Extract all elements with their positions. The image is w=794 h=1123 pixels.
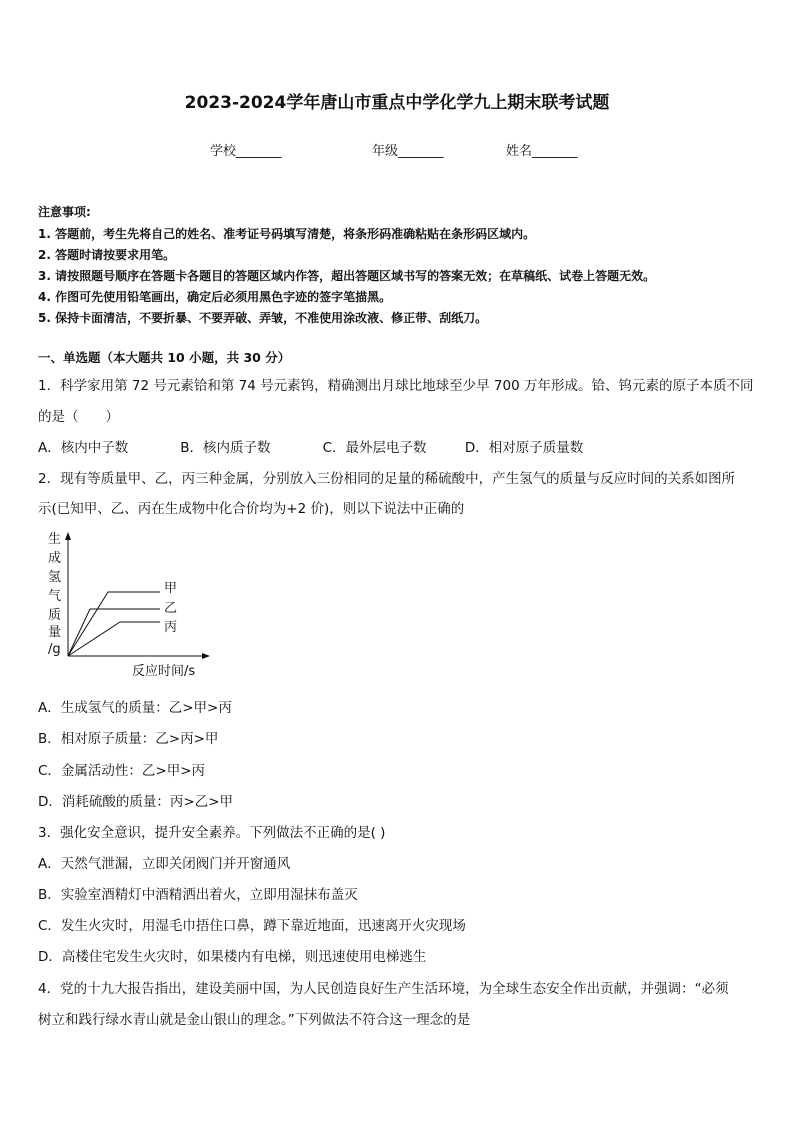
q4-stem-line1: 4．党的十九大报告指出，建设美丽中国，为人民创造良好生产生活环境，为全球生态安全作出贡献，并强调：“必须 <box>38 981 729 997</box>
name-field: 姓名_______ <box>506 144 578 159</box>
curve-label-jia: 甲 <box>164 581 178 596</box>
note-item: 1. 答题前，考生先将自己的姓名、准考证号码填写清楚，将条形码准确粘贴在条形码区域内。 <box>38 227 536 241</box>
q1-stem-line2: 的是（ ） <box>38 409 119 425</box>
y-label-char: 生 <box>48 532 62 547</box>
exam-title: 2023-2024学年唐山市重点中学化学九上期末联考试题 <box>184 93 610 113</box>
section-heading: 一、单选题（本大题共 10 小题，共 30 分） <box>38 350 291 365</box>
x-axis-arrow <box>202 653 210 659</box>
y-label-char: 质 <box>48 608 62 623</box>
q1-stem-line1: 1．科学家用第 72 号元素铪和第 74 号元素钨，精确测出月球比地球至少早 700 万年形成。铪、钨元素的原子本质不同 <box>38 378 754 394</box>
q2-stem-line2: 示(已知甲、乙、丙在生成物中化合价均为+2 价)，则以下说法中正确的 <box>38 501 465 517</box>
q1-option-c: C．最外层电子数 <box>322 440 427 456</box>
y-label-char: 氢 <box>48 570 62 585</box>
q2-graph <box>40 528 220 683</box>
q1-options <box>38 436 583 456</box>
q1-option-d: D．相对原子质量数 <box>464 440 584 456</box>
x-axis-label: 反应时间/s <box>132 664 196 679</box>
note-item: 2. 答题时请按要求用笔。 <box>38 248 176 262</box>
school-field: 学校_______ <box>210 144 282 159</box>
y-label-char: 成 <box>48 551 62 566</box>
q2-option-c: C．金属活动性：乙>甲>丙 <box>38 763 206 779</box>
q3-stem: 3．强化安全意识，提升安全素养。下列做法不正确的是( ) <box>38 825 386 841</box>
curve-label-yi: 乙 <box>164 601 178 616</box>
q1-option-a: A．核内中子数 <box>38 440 129 456</box>
curve-label-bing: 丙 <box>164 620 178 635</box>
note-item: 4. 作图可先使用铅笔画出，确定后必须用黑色字迹的签字笔描黑。 <box>38 290 392 304</box>
q2-option-a: A．生成氢气的质量：乙>甲>丙 <box>38 700 232 716</box>
y-label-char: 气 <box>48 589 62 604</box>
notes-heading: 注意事项: <box>38 205 91 219</box>
curve-yi <box>68 609 160 656</box>
q3-option-c: C．发生火灾时，用湿毛巾捂住口鼻，蹲下靠近地面，迅速离开火灾现场 <box>38 918 466 934</box>
q4-stem-line2: 树立和践行绿水青山就是金山银山的理念。”下列做法不符合这一理念的是 <box>38 1012 471 1028</box>
q2-option-d: D．消耗硫酸的质量：丙>乙>甲 <box>38 794 234 810</box>
grade-field: 年级_______ <box>372 144 444 159</box>
q3-option-b: B．实验室酒精灯中酒精洒出着火，立即用湿抹布盖灭 <box>38 887 358 903</box>
y-axis-arrow <box>65 532 71 540</box>
q2-option-b: B．相对原子质量：乙>丙>甲 <box>38 731 219 747</box>
note-item: 3. 请按照题号顺序在答题卡各题目的答题区域内作答，超出答题区域书写的答案无效；在草稿纸、试卷上答题无效。 <box>38 269 656 283</box>
notes-list <box>38 224 655 329</box>
q3-option-a: A．天然气泄漏，立即关闭阀门并开窗通风 <box>38 856 291 872</box>
y-label-char: /g <box>48 642 61 657</box>
q3-option-d: D．高楼住宅发生火灾时，如果楼内有电梯，则迅速使用电梯逃生 <box>38 949 427 965</box>
q2-stem-line1: 2．现有等质量甲、乙，丙三种金属，分别放入三份相同的足量的稀硫酸中，产生氢气的质量与反应时间的关系如图所 <box>38 471 736 487</box>
note-item: 5. 保持卡面清洁，不要折暴、不要弄破、弄皱，不准使用涂改液、修正带、刮纸刀。 <box>38 311 488 325</box>
q1-option-b: B．核内质子数 <box>180 440 271 456</box>
y-label-char: 量 <box>48 625 62 640</box>
